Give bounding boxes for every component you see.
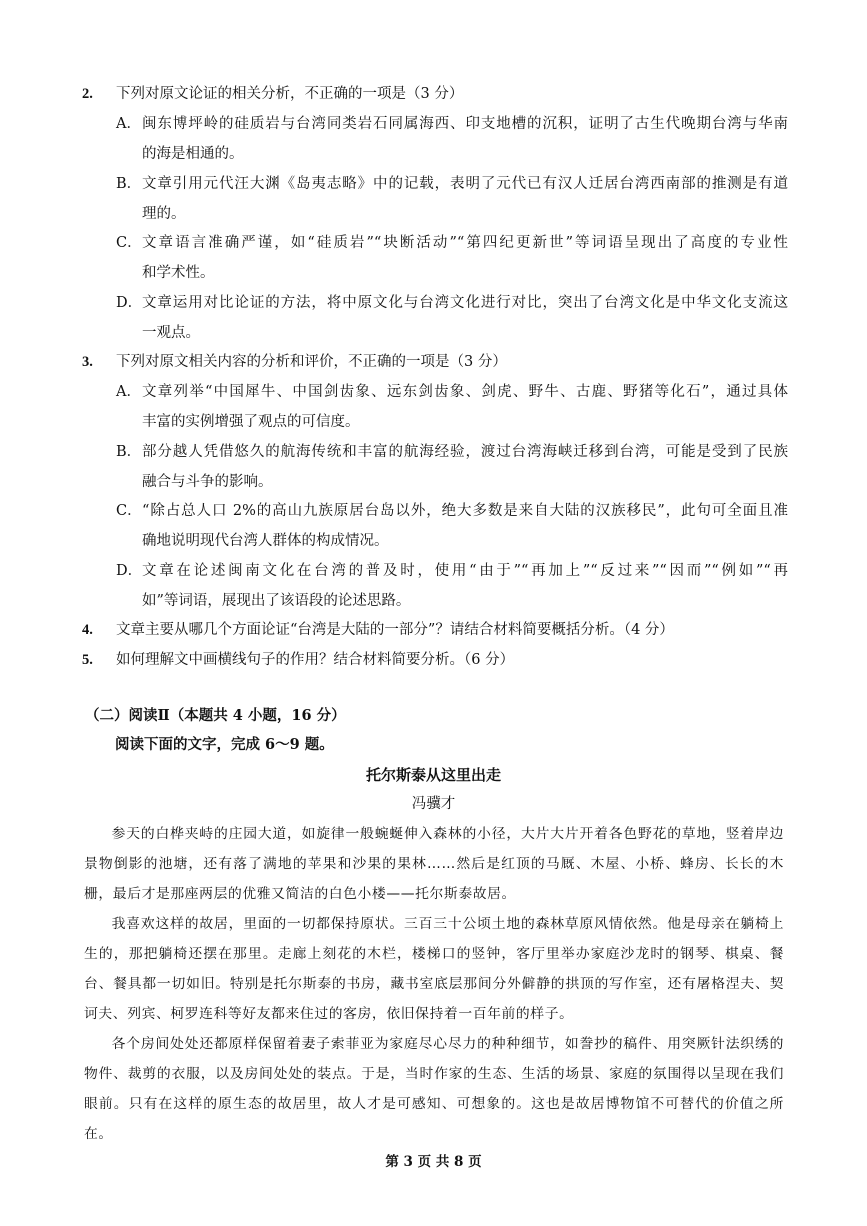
option-letter: B． bbox=[116, 176, 142, 192]
article-paragraph-3: 各个房间处处还都原样保留着妻子索菲亚为家庭尽心尽力的种种细节，如誊抄的稿件、用突厥针法织绣的物件、裁剪的衣服，以及房间处处的装点。于是，当时作家的生态、生活的场景、家庭的氛围得以呈现在我们眼前。只有在这样的原生态的故居里，故人才是可感知、可想象的。这也是故居博物馆不可替代的价值之所在。 bbox=[84, 1036, 784, 1142]
option-text: 文章引用元代汪大渊《岛夷志略》中的记载，表明了元代已有汉人迁居台湾西南部的推测是有道 bbox=[142, 176, 788, 192]
question-stem: 如何理解文中画横线句子的作用？结合材料简要分析。（6 分） bbox=[116, 652, 515, 668]
option-letter: B． bbox=[116, 444, 142, 460]
question-stem: 下列对原文相关内容的分析和评价，不正确的一项是（3 分） bbox=[116, 354, 507, 370]
option-text-cont: 和学术性。 bbox=[142, 265, 215, 281]
option-text: 文章语言准确严谨，如“硅质岩”“块断活动”“第四纪更新世”等词语呈现出了高度的专业性 bbox=[142, 235, 788, 251]
option-text: “除占总人口 2%的高山九族原居台岛以外，绝大多数是来自大陆的汉族移民”，此句可全面且准 bbox=[142, 503, 788, 519]
option-3c bbox=[116, 496, 788, 556]
option-text: 闽东博坪岭的硅质岩与台湾同类岩石同属海西、印支地槽的沉积，证明了古生代晚期台湾与华南 bbox=[142, 116, 788, 132]
option-text-cont: 的海是相通的。 bbox=[142, 146, 244, 162]
option-text-cont: 融合与斗争的影响。 bbox=[142, 474, 273, 490]
option-letter: D． bbox=[116, 295, 143, 311]
option-2a bbox=[116, 109, 788, 169]
option-text-cont: 一观点。 bbox=[142, 325, 200, 341]
question-number: 2. bbox=[82, 86, 93, 102]
article-paragraph-2: 我喜欢这样的故居，里面的一切都保持原状。三百三十公顷土地的森林草原风情依然。他是母亲在躺椅上生的，那把躺椅还摆在那里。走廊上刻花的木栏，楼梯口的竖钟，客厅里举办家庭沙龙时的钢琴、棋桌、餐台、餐具都一切如旧。特别是托尔斯泰的书房，藏书室底层那间分外僻静的拱顶的写作室，还有屠格涅夫、契诃夫、列宾、柯罗连科等好友都来住过的客房，依旧保持着一百年前的样子。 bbox=[84, 916, 784, 1022]
option-text-cont: 确地说明现代台湾人群体的构成情况。 bbox=[142, 533, 389, 549]
option-2d bbox=[116, 288, 788, 348]
question-stem: 下列对原文论证的相关分析，不正确的一项是（3 分） bbox=[116, 86, 464, 102]
option-text: 文章运用对比论证的方法，将中原文化与台湾文化进行对比，突出了台湾文化是中华文化支流这 bbox=[142, 295, 788, 311]
option-text-cont: 丰富的实例增强了观点的可信度。 bbox=[142, 414, 360, 430]
option-text-cont: 理的。 bbox=[142, 206, 186, 222]
option-3d bbox=[116, 556, 788, 616]
option-2c bbox=[116, 228, 788, 288]
question-number: 5. bbox=[82, 652, 93, 668]
option-2b bbox=[116, 169, 788, 229]
option-text-cont: 如”等词语，展现出了该语段的论述思路。 bbox=[142, 593, 411, 609]
question-2 bbox=[82, 79, 802, 109]
option-text: 文章在论述闽南文化在台湾的普及时，使用“由于”“再加上”“反过来”“因而”“例如”“再 bbox=[142, 563, 788, 579]
option-3b bbox=[116, 437, 788, 497]
option-text: 文章列举“中国犀牛、中国剑齿象、远东剑齿象、剑虎、野牛、古鹿、野猪等化石”，通过具体 bbox=[142, 384, 788, 400]
article-author: 冯骥才 bbox=[411, 796, 456, 812]
question-3 bbox=[82, 347, 802, 377]
question-number: 4. bbox=[82, 622, 93, 638]
article-title: 托尔斯泰从这里出走 bbox=[365, 766, 501, 784]
question-4 bbox=[82, 615, 802, 645]
question-stem: 文章主要从哪几个方面论证“台湾是大陆的一部分”？请结合材料简要概括分析。（4 分） bbox=[116, 622, 674, 638]
option-letter: A． bbox=[116, 384, 141, 400]
question-5 bbox=[82, 645, 802, 675]
page-footer: 第 3 页 共 8 页 bbox=[385, 1154, 482, 1170]
option-text: 部分越人凭借悠久的航海传统和丰富的航海经验，渡过台湾海峡迁移到台湾，可能是受到了民族 bbox=[142, 444, 788, 460]
option-letter: D． bbox=[116, 563, 143, 579]
question-number: 3. bbox=[82, 354, 93, 370]
option-letter: C． bbox=[116, 235, 142, 251]
section-heading: （二）阅读Ⅱ（本题共 4 小题，16 分） bbox=[85, 707, 346, 724]
option-letter: C． bbox=[116, 503, 142, 519]
option-3a bbox=[116, 377, 788, 437]
option-letter: A． bbox=[116, 116, 141, 132]
article-paragraph-1: 参天的白桦夹峙的庄园大道，如旋律一般蜿蜒伸入森林的小径，大片大片开着各色野花的草地，竖着岸边景物倒影的池塘，还有落了满地的苹果和沙果的果林……然后是红顶的马厩、木屋、小桥、蜂房、长长的木栅，最后才是那座两层的优雅又简洁的白色小楼——托尔斯泰故居。 bbox=[84, 826, 784, 902]
section-instruction: 阅读下面的文字，完成 6～9 题。 bbox=[115, 736, 334, 753]
